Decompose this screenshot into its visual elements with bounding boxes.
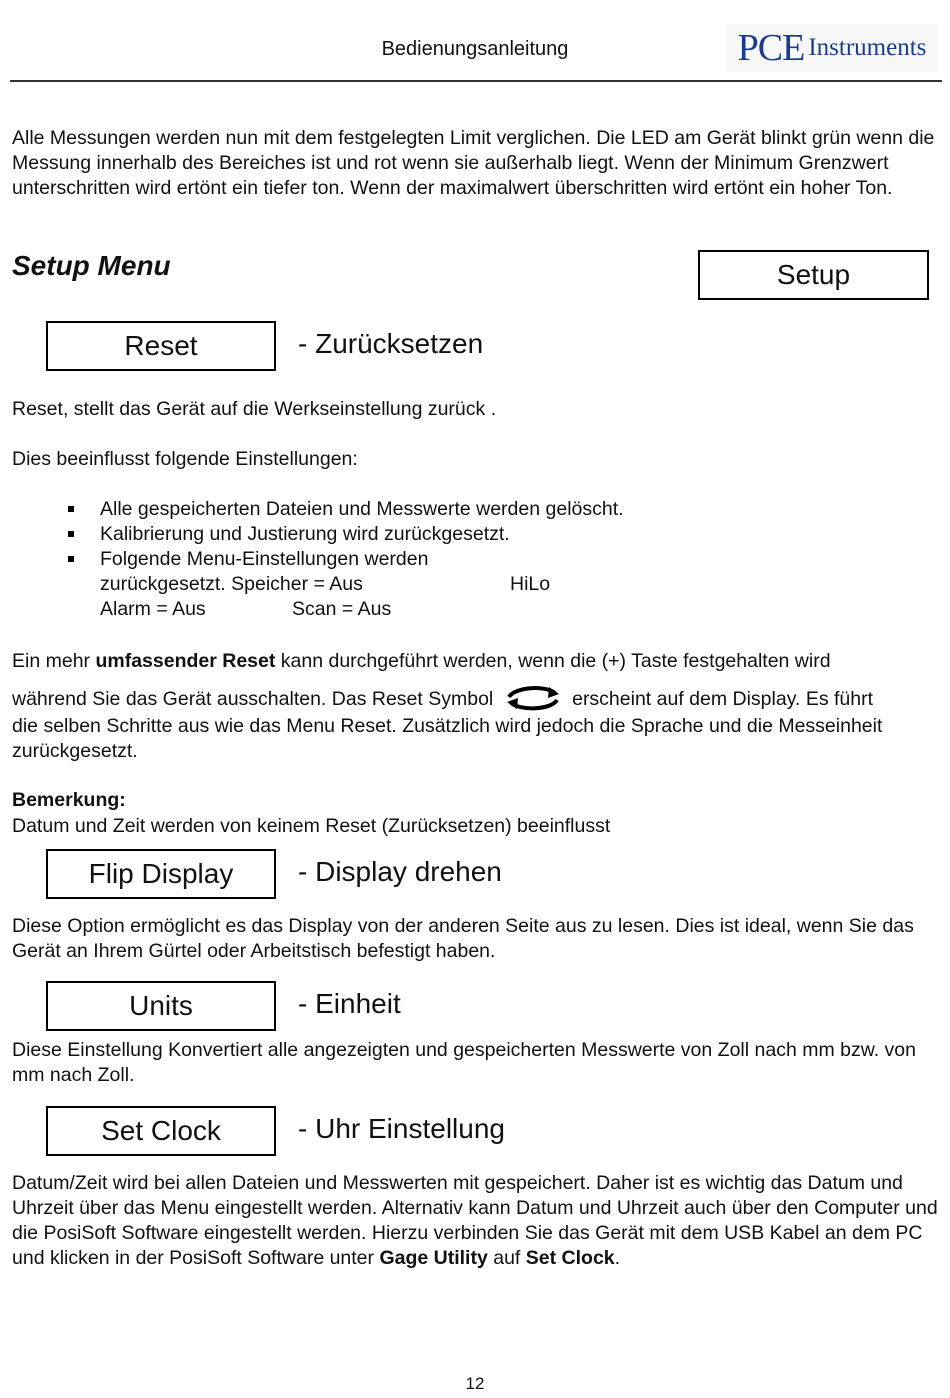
- setting-hilo: HiLo: [510, 573, 551, 595]
- intro-paragraph: Alle Messungen werden nun mit dem festgelegten Limit verglichen. Die LED am Gerät blinkt grün wenn die Messung innerhalb des Bereiches ist und rot wenn sie außerhalb liegt. Wenn der Minimum Grenzwert unterschritten wird ertönt ein tiefer ton. Wenn der maximalwert überschritten wird ertönt ein hoher Ton.: [12, 127, 935, 199]
- setting-speicher: zurückgesetzt. Speicher = Aus: [100, 573, 363, 595]
- full-reset-line3: die selben Schritte aus wie das Menu Reset. Zusätzlich wird jedoch die Sprache und die Messeinheit zurückgesetzt.: [12, 715, 883, 762]
- setup-box: Setup: [698, 250, 929, 300]
- text: Ein mehr: [12, 650, 96, 672]
- note-text: Datum und Zeit werden von keinem Reset (Zurücksetzen) beeinflusst: [12, 815, 611, 837]
- text: Datum/Zeit wird bei allen Dateien und Messwerten mit gespeichert. Daher ist es wichtig das Datum und Uhrzeit über das Menu eingestellt werden. Alternativ kann Datum und Uhrzeit auch über den Computer und die PosiSoft Software eingestellt werden. Hierzu verbinden Sie das Gerät mit dem USB Kabel an dem PC und klicken in der PosiSoft Software unter: [12, 1172, 938, 1269]
- units-label: - Einheit: [298, 988, 401, 1019]
- pce-logo: [727, 24, 937, 72]
- settings-line: [12, 572, 912, 597]
- list-item: [12, 547, 912, 572]
- text: erscheint auf dem Display. Es führt: [572, 688, 874, 710]
- flip-display-label: - Display drehen: [298, 856, 502, 887]
- set-clock-text: [12, 1171, 947, 1271]
- header-divider: [10, 80, 942, 82]
- reset-box: Reset: [46, 321, 276, 371]
- reset-arrows-icon: [505, 685, 561, 711]
- text: .: [614, 1247, 621, 1269]
- list-item: [12, 497, 912, 522]
- bold-text: Gage Utility: [379, 1247, 488, 1269]
- note-title: Bemerkung:: [12, 789, 126, 811]
- reset-bullet-list: [12, 497, 912, 622]
- text: während Sie das Gerät ausschalten. Das Reset Symbol: [12, 688, 494, 710]
- bullet-text: Folgende Menu-Einstellungen werden: [100, 548, 429, 570]
- bullet-text: Alle gespeicherten Dateien und Messwerte werden gelöscht.: [100, 498, 624, 520]
- text: auf: [487, 1247, 526, 1269]
- set-clock-label: - Uhr Einstellung: [298, 1113, 505, 1144]
- bullet-text: Kalibrierung und Justierung wird zurückgesetzt.: [100, 523, 510, 545]
- reset-description: Reset, stellt das Gerät auf die Werkseinstellung zurück .: [12, 398, 497, 420]
- header-title: Bedienungsanleitung: [381, 38, 569, 60]
- bold-text: umfassender Reset: [95, 650, 276, 672]
- bold-text: Set Clock: [525, 1247, 615, 1269]
- flip-display-box: Flip Display: [46, 849, 276, 899]
- reset-affects: Dies beeinflusst folgende Einstellungen:: [12, 448, 358, 470]
- settings-line: [12, 597, 912, 622]
- full-reset-line1: [12, 649, 947, 674]
- logo-sub: Instruments: [808, 34, 927, 61]
- reset-label: - Zurücksetzen: [298, 328, 484, 359]
- setting-scan: Scan = Aus: [292, 598, 392, 620]
- page-number: 12: [465, 1374, 485, 1393]
- logo-main: PCE: [737, 27, 805, 69]
- setting-alarm: Alarm = Aus: [100, 598, 206, 620]
- text: kann durchgeführt werden, wenn die (+) Taste festgehalten wird: [275, 650, 831, 672]
- setup-heading: Setup Menu: [12, 250, 171, 281]
- full-reset-line2: [12, 685, 950, 712]
- units-text: Diese Einstellung Konvertiert alle angezeigten und gespeicherten Messwerte von Zoll nach mm bzw. von mm nach Zoll.: [12, 1039, 916, 1086]
- list-item: [12, 522, 912, 547]
- flip-display-text: Diese Option ermöglicht es das Display von der anderen Seite aus zu lesen. Dies ist ideal, wenn Sie das Gerät an Ihrem Gürtel oder Arbeitstisch befestigt haben.: [12, 915, 914, 962]
- set-clock-box: Set Clock: [46, 1106, 276, 1156]
- units-box: Units: [46, 981, 276, 1031]
